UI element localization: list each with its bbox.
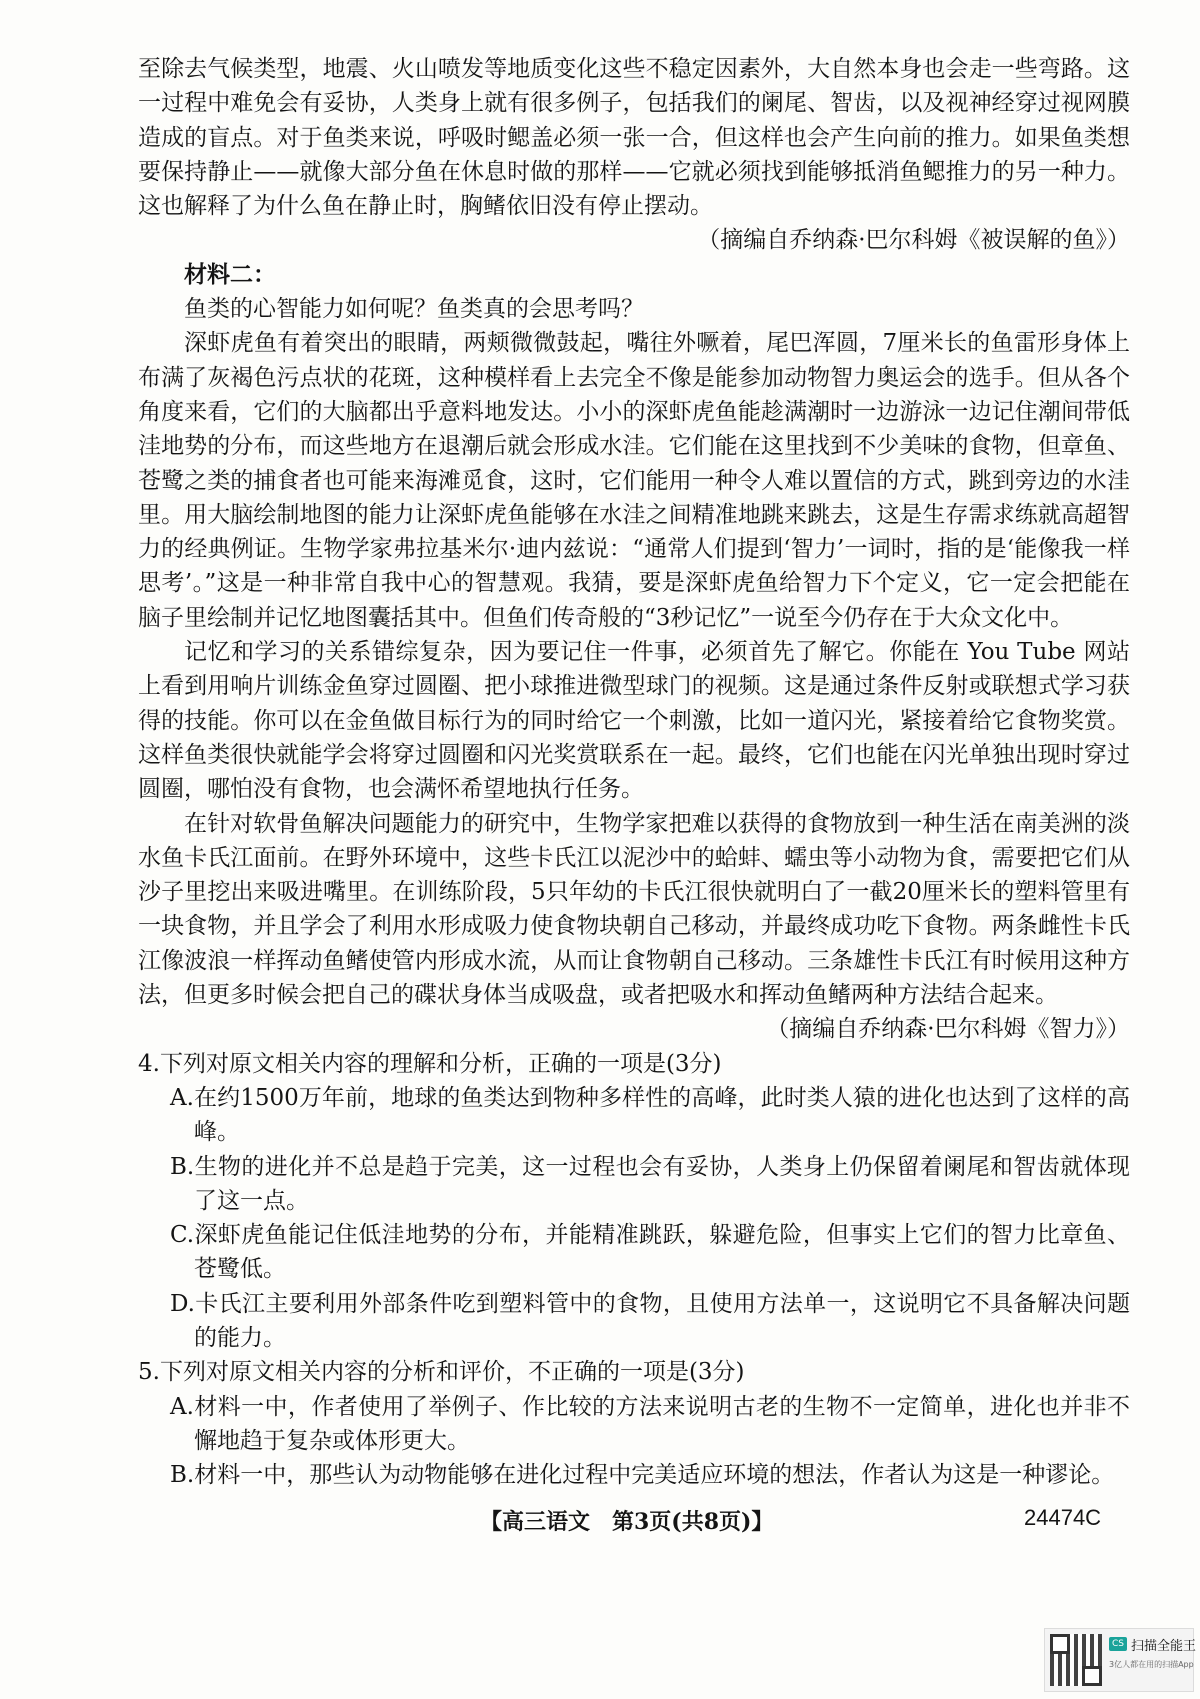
question-5-option-a: A.材料一中，作者使用了举例子、作比较的方法来说明古老的生物不一定简单，进化也并非不懈地趋于复杂或体形更大。 (170, 1393, 1130, 1454)
page-content (138, 52, 1130, 1492)
question-4-stem: 4.下列对原文相关内容的理解和分析，正确的一项是(3分) (138, 1050, 722, 1077)
material1-source: （摘编自乔纳森·巴尔科姆《被误解的鱼》） (697, 227, 1130, 254)
question-4-option-d: D.卡氏江主要利用外部条件吃到塑料管中的食物，且使用方法单一，这说明它不具备解决问题的能力。 (170, 1290, 1130, 1351)
question-4-option-a: A.在约1500万年前，地球的鱼类达到物种多样性的高峰，此时类人猿的进化也达到了这样的高峰。 (170, 1084, 1130, 1146)
scanner-watermark (1044, 1628, 1197, 1692)
question-5-stem: 5.下列对原文相关内容的分析和评价，不正确的一项是(3分) (138, 1359, 745, 1386)
material2-paragraph: 在针对软骨鱼解决问题能力的研究中，生物学家把难以获得的食物放到一种生活在南美洲的淡水鱼卡氏江面前。在野外环境中，这些卡氏江以泥沙中的蛤蚌、蠕虫等小动物为食，需要把它们从沙子里挖出来吸进嘴里。在训练阶段，5只年幼的卡氏江很快就明白了一截20厘米长的塑料管里有一块食物，并且学会了利用水形成吸力使食物块朝自己移动，并最终成功吃下食物。两条雌性卡氏江像波浪一样挥动鱼鳍使管内形成水流，从而让食物朝自己移动。三条雄性卡氏江有时候用这种方法，但更多时候会把自己的碟状身体当成吸盘，或者把吸水和挥动鱼鳍两种方法结合起来。 (138, 810, 1130, 1009)
scanner-logo-icon: CS (1109, 1637, 1127, 1651)
question-4-option-c: C.深虾虎鱼能记住低洼地势的分布，并能精准跳跃，躲避危险，但事实上它们的智力比章鱼、苍鹭低。 (170, 1222, 1130, 1283)
material2-paragraph: 深虾虎鱼有着突出的眼睛，两颊微微鼓起，嘴往外噘着，尾巴浑圆，7厘米长的鱼雷形身体上布满了灰褐色污点状的花斑，这种模样看上去完全不像是能参加动物智力奥运会的选手。但从各个角度来看，它们的大脑都出乎意料地发达。小小的深虾虎鱼能趁满潮时一边游泳一边记住潮间带低洼地势的分布，而这些地方在退潮后就会形成水洼。它们能在这里找到不少美味的食物，但章鱼、苍鹭之类的捕食者也可能来海滩觅食，这时，它们能用一种令人难以置信的方式，跳到旁边的水洼里。用大脑绘制地图的能力让深虾虎鱼能够在水洼之间精准地跳来跳去，这是生存需求练就高超智力的经典例证。生物学家弗拉基米尔·迪内兹说：“通常人们提到‘智力’一词时，指的是‘能像我一样思考’。”这是一种非常自我中心的智慧观。我猜，要是深虾虎鱼给智力下个定义，它一定会把能在脑子里绘制并记忆地图囊括其中。但鱼们传奇般的“3秒记忆”一说至今仍存在于大众文化中。 (138, 330, 1130, 631)
question-5-option-b: B.材料一中，那些认为动物能够在进化过程中完美适应环境的想法，作者认为这是一种谬论。 (170, 1462, 1115, 1489)
material2-heading: 材料二： (184, 260, 276, 288)
qr-code-icon (1050, 1634, 1102, 1686)
material2-paragraph: 鱼类的心智能力如何呢？鱼类真的会思考吗？ (184, 296, 644, 323)
scanner-app-name: 扫描全能王 (1131, 1639, 1197, 1654)
material1-paragraph: 至除去气候类型，地震、火山喷发等地质变化这些不稳定因素外，大自然本身也会走一些弯路。这一过程中难免会有妥协，人类身上就有很多例子，包括我们的阑尾、智齿，以及视神经穿过视网膜造成的盲点。对于鱼类来说，呼吸时鳃盖必须一张一合，但这样也会产生向前的推力。如果鱼类想要保持静止——就像大部分鱼在休息时做的那样——它就必须找到能够抵消鱼鳃推力的另一种力。这也解释了为什么鱼在静止时，胸鳍依旧没有停止摆动。 (138, 56, 1130, 220)
question-4-option-b: B.生物的进化并不总是趋于完美，这一过程也会有妥协，人类身上仍保留着阑尾和智齿就体现了这一点。 (170, 1153, 1130, 1214)
scanner-tagline: 3亿人都在用的扫描App (1109, 1660, 1194, 1669)
footer-page-info: 【高三语文 第3页(共8页)】 (480, 1509, 774, 1535)
material2-source: （摘编自乔纳森·巴尔科姆《智力》） (766, 1016, 1130, 1043)
footer-exam-code: 24474C (1024, 1505, 1102, 1530)
material2-paragraph: 记忆和学习的关系错综复杂，因为要记住一件事，必须首先了解它。你能在 You Tube 网站上看到用响片训练金鱼穿过圆圈、把小球推进微型球门的视频。这是通过条件反射或联想式学习获得的技能。你可以在金鱼做目标行为的同时给它一个刺激，比如一道闪光，紧接着给它食物奖赏。这样鱼类很快就能学会将穿过圆圈和闪光奖赏联系在一起。最终，它们也能在闪光单独出现时穿过圆圈，哪怕没有食物，也会满怀希望地执行任务。 (138, 639, 1130, 803)
